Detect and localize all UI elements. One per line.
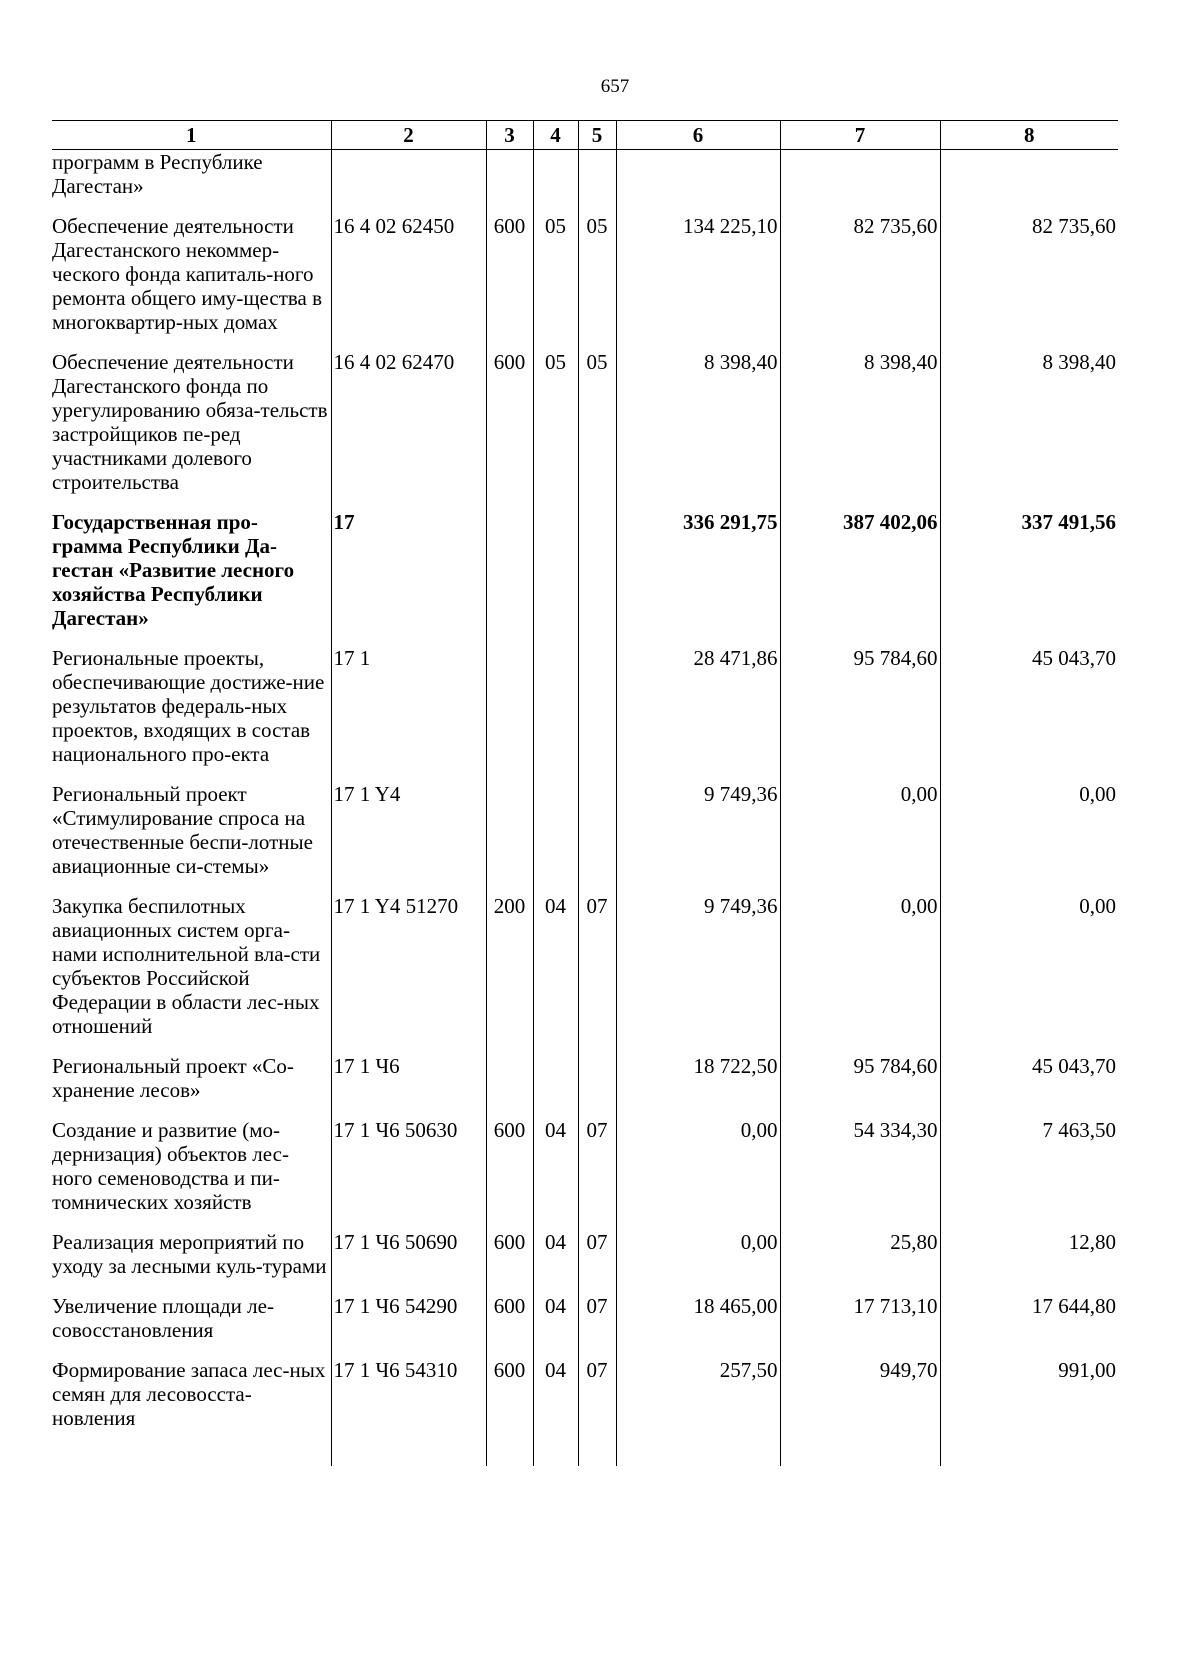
- row-col3-cell: 600: [486, 1358, 533, 1446]
- row-code-cell: 17 1 Ч6: [331, 1054, 486, 1118]
- row-col5-cell: [578, 1054, 616, 1118]
- row-value6-cell: 28 471,86: [616, 646, 780, 782]
- spacer-cell: [533, 1446, 578, 1466]
- table-tail-spacer: [52, 1446, 1118, 1466]
- row-code-cell: 16 4 02 62450: [331, 214, 486, 350]
- row-name-cell: Региональные проекты, обеспечивающие достиже-ние результатов федераль-ных проектов, входящих в состав национального про-екта: [52, 646, 325, 766]
- row-col5-cell: 07: [578, 1358, 616, 1446]
- row-value8-cell: 8 398,40: [940, 350, 1118, 510]
- row-value6-cell: [616, 150, 780, 215]
- row-value7-cell: 0,00: [780, 782, 940, 894]
- row-name-cell: Увеличение площади ле-совосстановления: [52, 1294, 274, 1342]
- table-row: [52, 646, 1118, 782]
- spacer-cell: [616, 1446, 780, 1466]
- spacer-cell: [578, 1446, 616, 1466]
- spacer-cell: [486, 1446, 533, 1466]
- table-row: [52, 1118, 1118, 1230]
- column-header: 7: [780, 121, 940, 150]
- row-col5-cell: [578, 510, 616, 646]
- row-value7-cell: 95 784,60: [780, 1054, 940, 1118]
- row-code-cell: 17 1 Ч6 54310: [331, 1358, 486, 1446]
- table-row: [52, 510, 1118, 646]
- row-value6-cell: 257,50: [616, 1358, 780, 1446]
- row-code-cell: 17 1: [331, 646, 486, 782]
- row-col3-cell: [486, 646, 533, 782]
- column-header: 5: [578, 121, 616, 150]
- row-value7-cell: [780, 150, 940, 215]
- budget-table: [52, 120, 1118, 1466]
- table-row: [52, 350, 1118, 510]
- row-code-cell: 17 1 Y4 51270: [331, 894, 486, 1054]
- row-col4-cell: [533, 646, 578, 782]
- row-value7-cell: 82 735,60: [780, 214, 940, 350]
- row-value8-cell: 337 491,56: [940, 510, 1118, 646]
- row-col4-cell: 05: [533, 214, 578, 350]
- row-code-cell: 17 1 Y4: [331, 782, 486, 894]
- table-body: [52, 150, 1118, 1467]
- row-name-cell: Региональный проект «Стимулирование спроса на отечественные беспи-лотные авиационные си-стемы»: [52, 782, 313, 878]
- row-col4-cell: 04: [533, 1358, 578, 1446]
- spacer-cell: [331, 1446, 486, 1466]
- row-value8-cell: 0,00: [940, 782, 1118, 894]
- column-header: 6: [616, 121, 780, 150]
- row-col3-cell: [486, 510, 533, 646]
- row-value8-cell: 82 735,60: [940, 214, 1118, 350]
- spacer-cell: [52, 1446, 331, 1466]
- row-code-cell: 17 1 Ч6 54290: [331, 1294, 486, 1358]
- row-value8-cell: 45 043,70: [940, 646, 1118, 782]
- row-value7-cell: 95 784,60: [780, 646, 940, 782]
- row-value6-cell: 336 291,75: [616, 510, 780, 646]
- row-col3-cell: 600: [486, 214, 533, 350]
- row-value6-cell: 9 749,36: [616, 782, 780, 894]
- row-col3-cell: 600: [486, 1230, 533, 1294]
- row-value8-cell: 991,00: [940, 1358, 1118, 1446]
- table-row: [52, 1358, 1118, 1446]
- row-value6-cell: 134 225,10: [616, 214, 780, 350]
- page-number: 657: [600, 76, 630, 97]
- row-name-cell: Региональный проект «Со-хранение лесов»: [52, 1054, 294, 1102]
- row-col5-cell: 07: [578, 1294, 616, 1358]
- row-value7-cell: 8 398,40: [780, 350, 940, 510]
- row-col5-cell: 07: [578, 1230, 616, 1294]
- row-col3-cell: 600: [486, 350, 533, 510]
- row-value6-cell: 9 749,36: [616, 894, 780, 1054]
- row-col4-cell: 04: [533, 894, 578, 1054]
- row-name-cell: Закупка беспилотных авиационных систем орга-нами исполнительной вла-сти субъектов Российской Федерации в области лес-ных отношений: [52, 894, 321, 1038]
- column-header: 3: [486, 121, 533, 150]
- spacer-cell: [780, 1446, 940, 1466]
- table-row: [52, 1230, 1118, 1294]
- row-col4-cell: [533, 782, 578, 894]
- row-col5-cell: 05: [578, 214, 616, 350]
- row-value7-cell: 17 713,10: [780, 1294, 940, 1358]
- row-code-cell: 16 4 02 62470: [331, 350, 486, 510]
- table-row: [52, 150, 1118, 215]
- row-value7-cell: 949,70: [780, 1358, 940, 1446]
- spacer-cell: [940, 1446, 1118, 1466]
- row-col5-cell: [578, 150, 616, 215]
- row-value6-cell: 18 722,50: [616, 1054, 780, 1118]
- row-name-cell: программ в Республике Дагестан»: [52, 150, 263, 198]
- row-col4-cell: [533, 1054, 578, 1118]
- row-col5-cell: [578, 646, 616, 782]
- row-value6-cell: 0,00: [616, 1230, 780, 1294]
- row-value6-cell: 0,00: [616, 1118, 780, 1230]
- row-value8-cell: 12,80: [940, 1230, 1118, 1294]
- row-col3-cell: 600: [486, 1118, 533, 1230]
- table-row: [52, 1294, 1118, 1358]
- row-name-cell: Обеспечение деятельности Дагестанского фонда по урегулированию обяза-тельств застройщиков пе-ред участниками долевого строительства: [52, 350, 328, 494]
- row-col4-cell: [533, 150, 578, 215]
- row-col4-cell: 05: [533, 350, 578, 510]
- row-col5-cell: 07: [578, 894, 616, 1054]
- row-value8-cell: 0,00: [940, 894, 1118, 1054]
- row-name-cell: Реализация мероприятий по уходу за лесными куль-турами: [52, 1230, 327, 1278]
- row-name-cell: Обеспечение деятельности Дагестанского некоммер-ческого фонда капиталь-ного ремонта общего иму-щества в многоквартир-ных домах: [52, 214, 323, 334]
- column-header: 1: [52, 121, 331, 150]
- table-row: [52, 894, 1118, 1054]
- row-value7-cell: 0,00: [780, 894, 940, 1054]
- table-row: [52, 214, 1118, 350]
- row-col3-cell: [486, 782, 533, 894]
- row-col5-cell: 05: [578, 350, 616, 510]
- row-col3-cell: 600: [486, 1294, 533, 1358]
- row-value8-cell: 17 644,80: [940, 1294, 1118, 1358]
- row-value8-cell: [940, 150, 1118, 215]
- row-col3-cell: [486, 1054, 533, 1118]
- row-name-cell: Создание и развитие (мо-дернизация) объектов лес-ного семеноводства и пи-томнических хозяйств: [52, 1118, 289, 1214]
- column-header: 8: [940, 121, 1118, 150]
- row-code-cell: [331, 150, 486, 215]
- column-header: 4: [533, 121, 578, 150]
- row-value6-cell: 18 465,00: [616, 1294, 780, 1358]
- table-row: [52, 782, 1118, 894]
- row-col3-cell: 200: [486, 894, 533, 1054]
- row-col3-cell: [486, 150, 533, 215]
- row-col4-cell: 04: [533, 1230, 578, 1294]
- row-value8-cell: 7 463,50: [940, 1118, 1118, 1230]
- row-value7-cell: 54 334,30: [780, 1118, 940, 1230]
- row-value7-cell: 25,80: [780, 1230, 940, 1294]
- row-col4-cell: 04: [533, 1294, 578, 1358]
- row-code-cell: 17 1 Ч6 50690: [331, 1230, 486, 1294]
- row-col4-cell: 04: [533, 1118, 578, 1230]
- row-col4-cell: [533, 510, 578, 646]
- row-name-cell: Государственная про-грамма Республики Да-гестан «Развитие лесного хозяйства Республики Дагестан»: [52, 510, 295, 630]
- row-code-cell: 17 1 Ч6 50630: [331, 1118, 486, 1230]
- row-col5-cell: 07: [578, 1118, 616, 1230]
- row-name-cell: Формирование запаса лес-ных семян для лесовосста-новления: [52, 1358, 326, 1430]
- row-value8-cell: 45 043,70: [940, 1054, 1118, 1118]
- table-row: [52, 1054, 1118, 1118]
- row-col5-cell: [578, 782, 616, 894]
- column-header: 2: [331, 121, 486, 150]
- header-row: [52, 121, 1118, 150]
- row-value7-cell: 387 402,06: [780, 510, 940, 646]
- row-value6-cell: 8 398,40: [616, 350, 780, 510]
- row-code-cell: 17: [331, 510, 486, 646]
